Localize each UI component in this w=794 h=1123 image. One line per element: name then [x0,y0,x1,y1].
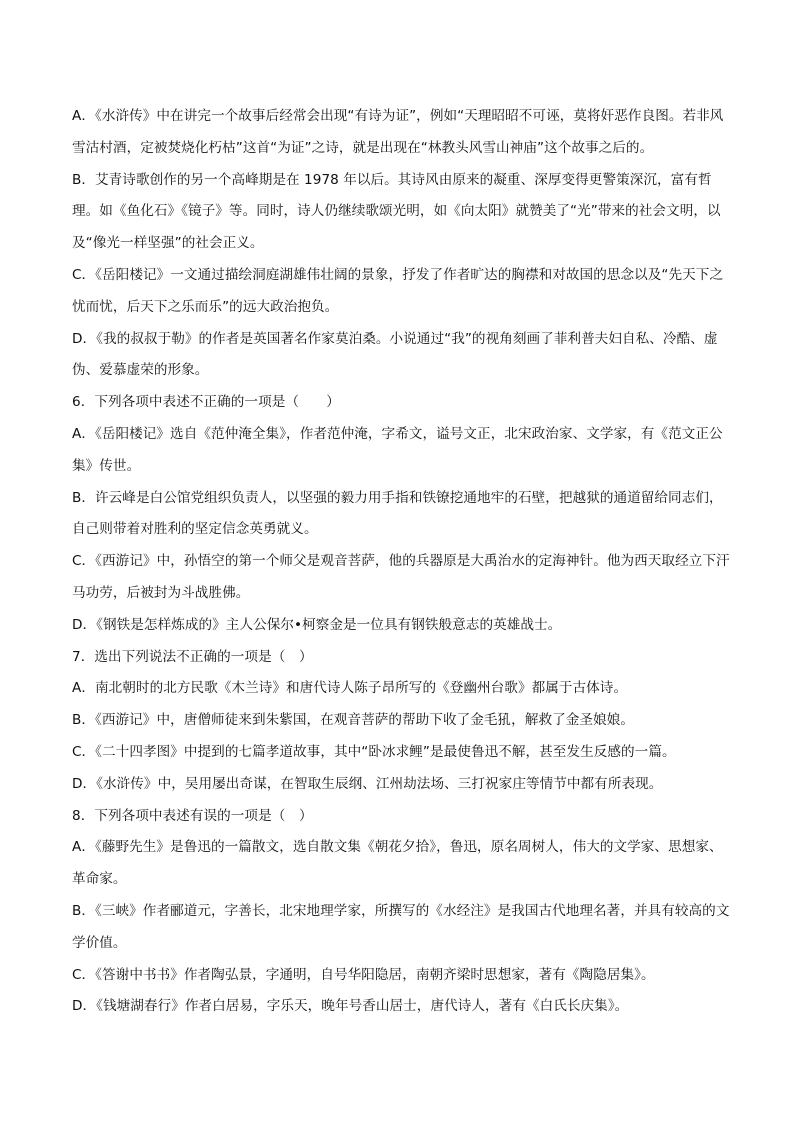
option-b-q5: B．艾青诗歌创作的另一个高峰期是在 1978 年以后。其诗风由原来的凝重、深厚变得更警策深沉，富有哲理。如《鱼化石》《镜子》等。同时，诗人仍继续歌颂光明，如《向太阳》就赞美了“光”带来的社会文明，以及“像光一样坚强”的社会正义。 [72,171,721,252]
option-a-q7: A．南北朝时的北方民歌《木兰诗》和唐代诗人陈子昂所写的《登幽州台歌》都属于古体诗。 [72,680,628,697]
option-c-q8: C．《答谢中书书》作者陶弘景，字通明，自号华阳隐居，南朝齐梁时思想家，著有《陶隐居集》。 [72,966,655,983]
option-d-q5: D．《我的叔叔于勒》的作者是英国著名作家莫泊桑。小说通过“我”的视角刻画了菲利普夫妇自私、冷酷、虚伪、爱慕虚荣的形象。 [72,330,718,379]
option-d-q8: D．《钱塘湖春行》作者白居易，字乐天，晚年号香山居士，唐代诗人，著有《白氏长庆集》。 [72,998,629,1015]
option-a-q5: A．《水浒传》中在讲完一个故事后经常会出现“有诗为证”，例如“天理昭昭不可诬，莫将奸恶作良图。若非风雪沽村酒，定被焚烧化朽枯”这首“为证”之诗，就是出现在“林教头风雪山神庙”这个故事之后的。 [72,108,724,156]
option-d-q6: D．《钢铁是怎样炼成的》主人公保尔•柯察金是一位具有钢铁般意志的英雄战士。 [72,616,562,633]
option-a-q6: A．《岳阳楼记》选自《范仲淹全集》，作者范仲淹，字希文，谥号文正，北宋政治家、文学家，有《范文正公集》传世。 [72,425,723,474]
option-b-q8: B．《三峡》作者郦道元，字善长，北宋地理学家，所撰写的《水经注》是我国古代地理名著，并具有较高的文学价值。 [72,902,730,951]
option-d-q7: D．《水浒传》中，吴用屡出奇谋，在智取生辰纲、江州劫法场、三打祝家庄等情节中都有所表现。 [72,775,663,792]
option-b-q6: B．许云峰是白公馆党组织负责人，以坚强的毅力用手指和铁镣挖通地牢的石壁，把越狱的通道留给同志们，自己则带着对胜利的坚定信念英勇就义。 [72,489,723,538]
option-c-q6: C．《西游记》中，孙悟空的第一个师父是观音菩萨，他的兵器原是大禹治水的定海神针。他为西天取经立下汗马功劳，后被封为斗战胜佛。 [72,553,730,601]
option-b-q7: B．《西游记》中，唐僧师徒来到朱紫国，在观音菩萨的帮助下收了金毛犼，解救了金圣娘娘。 [72,712,634,729]
option-a-q8: A．《藤野先生》是鲁迅的一篇散文，选自散文集《朝花夕拾》，鲁迅，原名周树人，伟大的文学家、思想家、革命家。 [72,839,723,888]
question-6-title: 6．下列各项中表述不正确的一项是（ ） [72,394,340,411]
question-8-title: 8．下列各项中表述有误的一项是（ ） [72,807,313,824]
question-7-title: 7．选出下列说法不正确的一项是（ ） [72,648,313,665]
option-c-q5: C．《岳阳楼记》一文通过描绘洞庭湖雄伟壮阔的景象，抒发了作者旷达的胸襟和对故国的思念以及“先天下之忧而忧，后天下之乐而乐”的远大政治抱负。 [72,266,724,315]
document-content [72,101,732,1023]
option-c-q7: C．《二十四孝图》中提到的七篇孝道故事，其中“卧冰求鲤”是最使鲁迅不解，甚至发生反感的一篇。 [72,743,676,760]
